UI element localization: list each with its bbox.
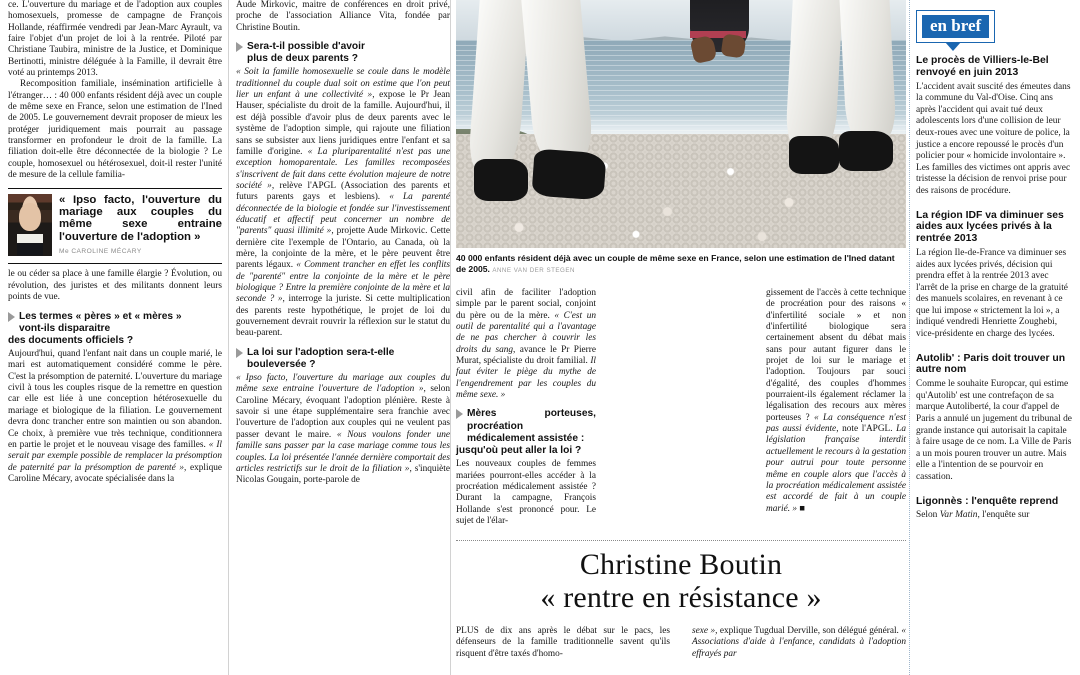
heading-line: des documents officiels ? xyxy=(8,334,134,346)
photo-child-shoe xyxy=(720,33,745,58)
article-column-1 xyxy=(8,0,222,485)
quoted-text: « Nous voulons fonder une famille sans passer par la case mariage comme tous les couples. La loi présentée l'année dernière comportait des articles restrictifs sur le droit de la filiation » xyxy=(236,429,450,474)
heading-line: La loi sur l'adoption sera-t-elle xyxy=(247,346,395,358)
photo-boot xyxy=(531,149,606,201)
paragraph-text: gissement de l'accès à cette technique de procréation pour des raisons « d'infertilité sociale » et non d'infertilité biologique sera certainement absent du débat mais sans pour autant figurer dans le projet de loi sur le mariage et l'adoption. Toujours par souci d'égalité, des couples d'hommes pourraient-ils également réclamer la légalisation des recours aux mères porteuses ? xyxy=(766,288,906,423)
question-heading-3 xyxy=(236,347,450,371)
triangle-bullet-icon xyxy=(8,312,15,322)
article-column-2 xyxy=(236,0,450,487)
paragraph-text: , relève l'APGL (Association des parents et futurs parents gays et lesbiens). xyxy=(236,180,451,203)
sidebar-item-autolib[interactable] xyxy=(916,353,1072,484)
paragraph-text: , expose le Pr Jean Hauser, spécialiste du droit de la famille. Aujourd'hui, il est déjà possible d'avoir plus de deux parents avec le système de l'adoption simple, qui rajoute une filiation sans se subsister aux liens juridiques entre l'enfant et sa famille d'origine. xyxy=(236,90,451,157)
sidebar-item-body: Comme le souhaite Europcar, qui estime qu'Autolib' est une contrefaçon de sa marque Autoliberté, la cour d'appel de Paris a annulé un jugement du tribunal de grande instance qui autorisait la capitale à faire usage de ce nom. La Ville de Paris a un mois pouren trouver un autre. Mais elle a l'intention de se pourvoir en cassation. xyxy=(916,379,1072,483)
paragraph-text: , projette Aude Mirkovic. Cette dernière cite l'exemple de l'Ontario, au Canada, où la mère, la conjointe de la mère, et le père peuvent être parents légaux. xyxy=(236,226,450,271)
heading-line: bouleversée ? xyxy=(247,358,316,370)
heading-line: médicalement assistée : xyxy=(467,432,585,444)
heading-line: Les termes « pères » et « mères » xyxy=(19,310,182,322)
paragraph-text: Aujourd'hui, quand l'enfant nait dans un couple marié, le mari est automatiquement considéré comme le père. C'est la présomption de paternité. L'ouverture du mariage civil à tous les couples risque de la remettre en question car elle est liée à une conception hétérosexuelle du mariage et biologique de la filiation. Le gouvernement devra donc trancher entre son maintien ou son abandon. Ce choix, à première vue très technique, conditionnera en partie le projet et le nouveau visage des familles. xyxy=(8,349,222,450)
sidebar-item-title: Ligonnès : l'enquête reprend xyxy=(916,495,1059,507)
triangle-bullet-icon xyxy=(456,409,463,419)
photo-block xyxy=(456,0,906,276)
quoted-text: « Ipso facto, l'ouverture du mariage aux couples du même sexe entraine l'ouverture de l'adoption » xyxy=(236,373,450,395)
sidebar-item-title: La région IDF va diminuer ses aides aux lycées privés à la rentrée 2013 xyxy=(916,209,1064,245)
boutin-column-1 xyxy=(456,626,670,660)
sidebar-en-bref xyxy=(906,0,1080,675)
photo-boot xyxy=(474,159,528,201)
quoted-text: « La parenté déconnectée de la biologie et fondée sur l'investissement éducatif et affectif peut concerner un nombre de "parents" quasi illimité » xyxy=(236,192,451,237)
paragraph: Recomposition familiale, insémination artificielle à l'étranger… : 40 000 enfants résident déjà avec un couple de même sexe en France, selon une estimation de l'Ined de 2005. Le gouvernement devrait proposer de mieux les protéger juridiquement mais pourrait au passage transformer en profondeur le droit de la famille. La filiation doit-elle être déconnectée de la biologie ? Le couple, homosexuel ou hétérosexuel, doit-il rester l'unité de mesure de la cellule familia- xyxy=(8,79,222,181)
heading-line: Mères porteuses, procréation xyxy=(467,408,596,432)
photo-caption xyxy=(456,253,906,276)
quoted-text: « Soit la famille homosexuelle se coule dans le modèle traditionnel du couple dual soit on estime que l'on peut lier un enfant à une collectivité » xyxy=(236,67,450,101)
en-bref-label: en bref xyxy=(922,15,989,38)
section-divider-dotted xyxy=(456,540,906,541)
photo-adult-leg xyxy=(785,0,843,149)
sidebar-item-title: Le procès de Villiers-le-Bel renvoyé en juin 2013 xyxy=(916,55,1049,78)
sidebar-item-body xyxy=(916,510,1072,522)
publication-name: Var Matin xyxy=(939,510,978,521)
sidebar-dotted-rule xyxy=(909,0,910,675)
paragraph: le ou céder sa place à une famille élargie ? Évolution, ou révolution, des juristes et des militants donnent leurs points de vue. xyxy=(8,269,222,303)
column-divider-2 xyxy=(450,0,451,675)
question-heading-1 xyxy=(8,311,222,348)
paragraph: PLUS de dix ans après le débat sur le pacs, les défenseurs de la famille traditionnelle savent qu'ils risquent d'être taxés d'homo- xyxy=(456,626,670,659)
paragraph-text: , explique Tugdual Derville, son délégué général. xyxy=(715,626,902,636)
paragraph xyxy=(236,373,450,486)
paragraph-text: civil afin de faciliter l'adoption simple par le parent social, conjoint du père ou de la mère. xyxy=(456,288,596,321)
paragraph-text: , note l'APGL. xyxy=(836,424,897,435)
triangle-bullet-icon xyxy=(236,348,243,358)
body-text: , l'enquête sur xyxy=(977,510,1030,521)
sidebar-item-title: Autolib' : Paris doit trouver un autre nom xyxy=(916,352,1066,376)
boutin-column-2 xyxy=(692,626,906,660)
quoted-text: Il faut éviter le piège du mythe de l'engendrement par les couples du même sexe. » xyxy=(456,356,596,401)
question-heading-4 xyxy=(456,408,596,457)
paragraph xyxy=(766,288,906,515)
paragraph xyxy=(8,349,222,485)
quoted-text: « La pluriparentalité n'est pas une exception homoparentale. Les familles recomposées s'inscrivent de fait dans cette évolution majeure de notre société » xyxy=(236,146,450,191)
sidebar-item-region-idf[interactable] xyxy=(916,210,1072,341)
end-of-article-mark: ■ xyxy=(799,503,805,514)
paragraph xyxy=(236,67,450,339)
paragraph-text: , selon Caroline Mécary, évoquant l'adoption plénière. Reste à savoir si une étape supplémentaire sera franchie avec l'ouverture de l'adoption aux couples qui ne veulent pas passer devant le maire. xyxy=(236,384,450,440)
paragraph: ce. L'ouverture du mariage et de l'adoption aux couples homosexuels, promesse de campagne de François Hollande, réaffirmée vendredi par Jean-Marc Ayrault, va faire l'objet d'un projet de loi à la rentrée. Piloté par Christiane Taubira, ministre de la Justice, et Dominique Bertinotti, ministre déléguée à la Famille, il devrait être voté au printemps 2013. xyxy=(8,0,222,79)
pull-quote-text: « Ipso facto, l'ouverture du mariage aux couples du même sexe entraine l'ouverture de l'adoption » xyxy=(59,193,222,243)
column-divider-1 xyxy=(228,0,229,675)
sidebar-item-villiers-le-bel[interactable] xyxy=(916,55,1072,198)
heading-line: jusqu'où peut aller la loi ? xyxy=(456,445,582,457)
paragraph-text: , avance le Pr Pierre Murat, spécialiste du droit familial. xyxy=(456,344,596,367)
lower-column-1 xyxy=(456,288,596,527)
heading-line: Sera-t-il possible d'avoir xyxy=(247,41,365,53)
body-text: Selon xyxy=(916,510,940,521)
lower-column-3 xyxy=(766,288,906,515)
quoted-text: « Il serait par exemple possible de remplacer la présomption de paternité par la présomption de parenté » xyxy=(8,439,223,473)
divider xyxy=(8,188,222,189)
paragraph xyxy=(692,626,906,660)
heading-line: plus de deux parents ? xyxy=(247,53,358,65)
boutin-headline-block xyxy=(456,548,906,614)
paragraph-text: , explique Caroline Mécary, avocate spécialisée dans la xyxy=(8,462,223,484)
lower-columns xyxy=(456,288,906,534)
photo-boot xyxy=(789,136,839,173)
divider xyxy=(8,263,222,264)
sidebar-item-ligonnes[interactable] xyxy=(916,496,1072,522)
en-bref-badge-box xyxy=(916,10,995,43)
paragraph: Les nouveaux couples de femmes mariées pourront-elles accéder à la procréation médicalement assistée ? Durant la campagne, François Hollande s'est prononcé pour. Le sujet de l'élar- xyxy=(456,459,596,526)
boutin-headline xyxy=(456,548,906,614)
paragraph-text: , interroge la juriste. Si cette multiplication des parents reste hypothétique, le projet de loi du gouvernement devrait rouvrir la réflexion sur le statut du beau-parent. xyxy=(236,294,450,339)
caption-text: 40 000 enfants résident déjà avec un couple de même sexe en France, selon une estimation de l'Ined datant de 2005. xyxy=(456,253,895,274)
paragraph xyxy=(456,288,596,401)
lead-photo xyxy=(456,0,906,248)
portrait-photo-caroline-mecary xyxy=(8,194,52,256)
pull-quote xyxy=(8,194,222,258)
quoted-text: « Comment trancher en effet les conflits de "parenté" entre la conjointe de la mère et le père biologique ? Entre la première conjointe de la mère et la seconde ? » xyxy=(236,260,450,305)
triangle-bullet-icon xyxy=(236,42,243,52)
quoted-text: « Associations d'aide à l'enfance, candidats à l'adoption effrayés par xyxy=(692,626,906,659)
sidebar-item-body: L'accident avait suscité des émeutes dans la commune du Val-d'Oise. Cinq ans après l'accident qui avait tué deux adolescents lors d'une collision de leur deux-roues avec une voiture de police, la justice a encore repoussé le procès d'un policier pour « homicide involontaire ». Les familles des victimes ont appris avec tristesse la décision de renvoi prise pour des raisons de procédure. xyxy=(916,81,1071,196)
quoted-text: La législation française interdit actuellement le recours à la gestation pour autrui pour toute personne même en couple alors que l'accès à la procréation médicalement assistée est accordé de fait à un couple marié. » xyxy=(766,424,906,514)
paragraph-text: , s'inquiète Nicolas Gougain, porte-parole de xyxy=(236,463,450,486)
sidebar-item-body: La région Ile-de-France va diminuer ses aides aux lycées privés, décision qui prendra effet à la rentrée 2013 avec l'arrêt de la prise en charge de la gratuité des manuels scolaires, en revenant à ce que lui impose « strictement la loi », a indiqué vendredi Henriette Zoughebi, vice-présidente en charge des lycées. xyxy=(916,247,1068,340)
quoted-text: sexe » xyxy=(692,626,716,636)
photo-boot xyxy=(839,131,893,171)
en-bref-pointer-icon xyxy=(945,42,961,51)
paragraph: Aude Mirkovic, maitre de conférences en droit privé, proche de l'association Alliance Vita, fondée par Christine Boutin. xyxy=(236,0,450,33)
heading-line: vont-ils disparaitre xyxy=(19,322,111,334)
quoted-text: « C'est un outil de parentalité qui a l'avantage de ne pas chercher à couvrir les droits du sang xyxy=(456,310,596,355)
headline-line: Christine Boutin xyxy=(579,548,783,581)
photo-credit: ANNE VAN DER STEGEN xyxy=(492,266,575,274)
question-heading-2 xyxy=(236,41,450,65)
photo-adult-leg xyxy=(839,0,896,139)
headline-line: « rentre en résistance » xyxy=(540,581,822,614)
quoted-text: « La conséquence n'est pas aussi évidente xyxy=(766,412,907,435)
pull-quote-attribution: Me CAROLINE MÉCARY xyxy=(59,248,142,256)
